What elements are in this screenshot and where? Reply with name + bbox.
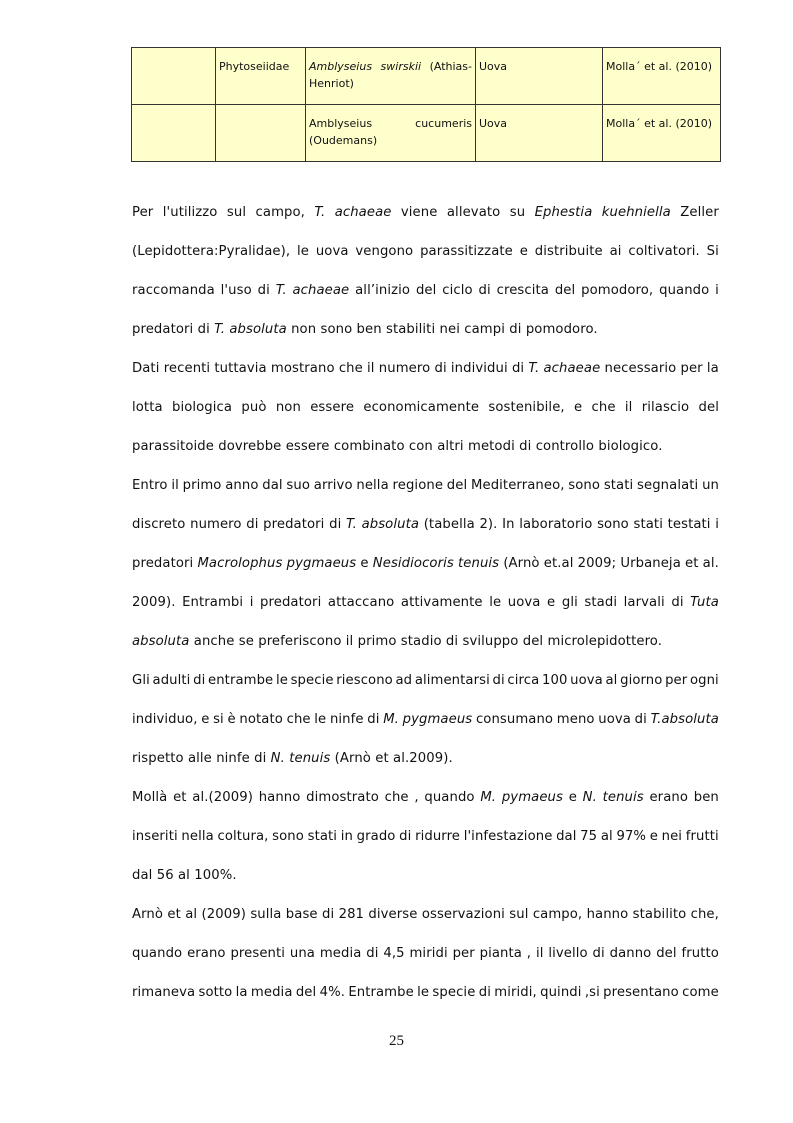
table-cell-species: Amblyseius swirskii (Athias-Henriot) [306,48,476,105]
table-cell-stage: Uova [476,105,603,162]
predators-table [131,47,721,162]
table-cell-reference: Molla´ et al. (2010) [603,48,721,105]
text-line: predatori Macrolophus pygmaeus e Nesidiocoris tenuis (Arnò et.al 2009; Urbaneja et al. [132,556,719,571]
text-line: (Lepidottera:Pyralidae), le uova vengono parassitizzate e distribuite ai coltivatori. Si [132,244,719,259]
text-line: 2009). Entrambi i predatori attaccano attivamente le uova e gli stadi larvali di Tuta [132,595,719,610]
text-line: Entro il primo anno dal suo arrivo nella regione del Mediterraneo, sono stati segnalati un [132,478,719,493]
table-cell-stage: Uova [476,48,603,105]
text-line: parassitoide dovrebbe essere combinato con altri metodi di controllo biologico. [132,439,663,454]
text-line: quando erano presenti una media di 4,5 miridi per pianta , il livello di danno del frutto [132,946,719,961]
table-cell-empty [132,105,216,162]
text-line: inseriti nella coltura, sono stati in grado di ridurre l'infestazione dal 75 al 97% e nei frutti [132,829,719,844]
text-line: rispetto alle ninfe di N. tenuis (Arnò et al.2009). [132,751,453,766]
table-cell-family [216,105,306,162]
table-row [132,48,721,105]
text-line: Mollà et al.(2009) hanno dimostrato che , quando M. pymaeus e N. tenuis erano ben [132,790,719,805]
text-line: Dati recenti tuttavia mostrano che il numero di individui di T. achaeae necessario per la [132,361,719,376]
text-line: raccomanda l'uso di T. achaeae all’inizio del ciclo di crescita del pomodoro, quando i [132,283,719,298]
text-line: dal 56 al 100%. [132,868,237,883]
table-cell-family: Phytoseiidae [216,48,306,105]
table-cell-empty [132,48,216,105]
text-line: individuo, e si è notato che le ninfe di M. pygmaeus consumano meno uova di T.absoluta [132,712,719,727]
table-row [132,105,721,162]
text-line: rimaneva sotto la media del 4%. Entrambe le specie di miridi, quindi ,si presentano come [132,985,719,1000]
table-cell-reference: Molla´ et al. (2010) [603,105,721,162]
page-number: 25 [389,1033,404,1049]
text-line: Arnò et al (2009) sulla base di 281 diverse osservazioni sul campo, hanno stabilito che, [132,907,719,922]
text-line: Per l'utilizzo sul campo, T. achaeae viene allevato su Ephestia kuehniella Zeller [132,205,719,220]
text-line: discreto numero di predatori di T. absoluta (tabella 2). In laboratorio sono stati testati i [132,517,719,532]
text-line: Gli adulti di entrambe le specie riescono ad alimentarsi di circa 100 uova al giorno per ogni [132,673,719,688]
text-line: predatori di T. absoluta non sono ben stabiliti nei campi di pomodoro. [132,322,598,337]
text-line: absoluta anche se preferiscono il primo stadio di sviluppo del microlepidottero. [132,634,663,649]
table-cell-species: Amblyseius cucumeris (Oudemans) [306,105,476,162]
text-line: lotta biologica può non essere economicamente sostenibile, e che il rilascio del [132,400,719,415]
